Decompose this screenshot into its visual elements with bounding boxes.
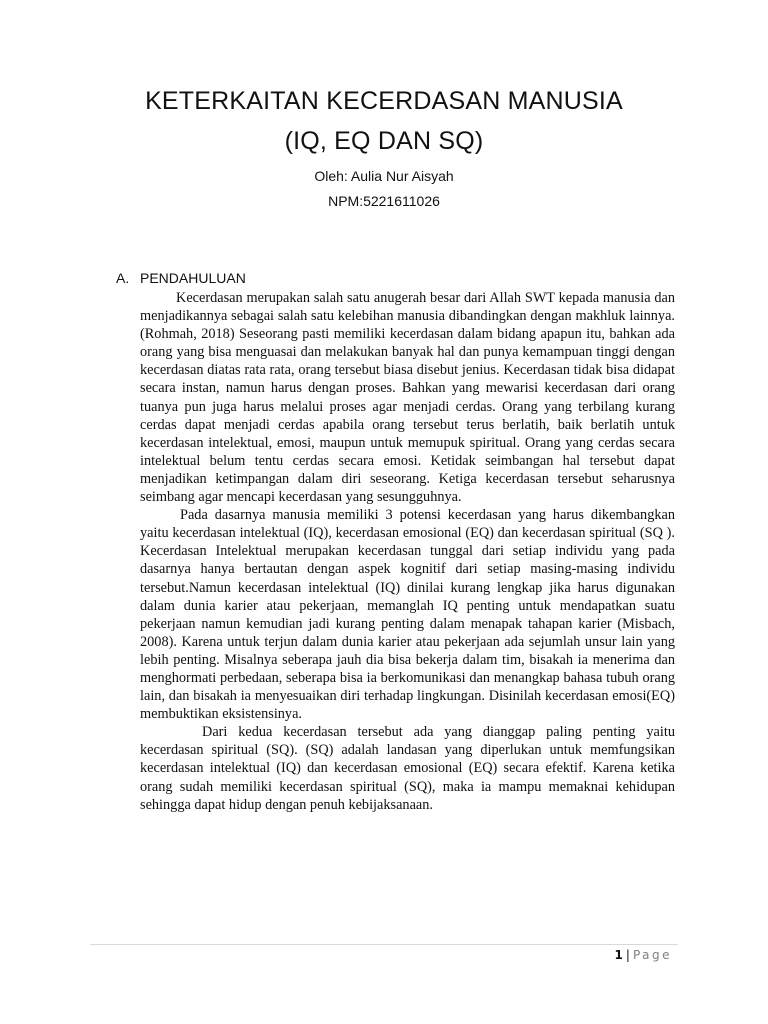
paragraph-2: Pada dasarnya manusia memiliki 3 potensi kecerdasan yang harus dikembangkan yaitu kecerdasan intelektual (IQ), kecerdasan emosional (EQ) dan kecerdasan spiritual (SQ ). Kecerdasan Intelektual merupakan kecerdasan tunggal dari setiap individu yang pada dasarnya hanya bertautan dengan aspek kognitif dari setiap masing-masing individu tersebut.Namun kecerdasan intelektual (IQ) dinilai kurang lengkap jika harus digunakan dalam dunia karier atau pekerjaan, memanglah IQ penting untuk mendapatkan suatu pekerjaan namun kemudian jadi kurang penting dalam menapak tahapan karier (Misbach, 2008). Karena untuk terjun dalam dunia karier atau pekerjaan ada sejumlah unsur lain yang lebih penting. Misalnya seberapa jauh dia bisa bekerja dalam tim, bisakah ia menerima dan menghormati perbedaan, seberapa bisa ia berkomunikasi dan menangkap bahasa tubuh orang lain, dan bisakah ia menyesuaikan diri terhadap lingkungan. Disinilah kecerdasan emosi(EQ) membuktikan eksistensinya.	[140, 507, 675, 723]
footer-divider	[90, 944, 678, 945]
page-label: Page	[632, 948, 672, 962]
page-separator: |	[625, 948, 630, 962]
npm-line: NPM:5221611026	[328, 193, 440, 209]
paragraph-3: Dari kedua kecerdasan tersebut ada yang dianggap paling penting yaitu kecerdasan spiritual (SQ). (SQ) adalah landasan yang diperlukan untuk memfungsikan kecerdasan intelektual (IQ) dan kecerdasan emosional (EQ) secara efektif. Karena ketika orang sudah memiliki kecerdasan spiritual (SQ), maka ia mampu memaknai kehidupan sehingga dapat hidup dengan penuh kebijaksanaan.	[140, 724, 675, 813]
section-marker: A.	[116, 270, 130, 286]
author-line: Oleh: Aulia Nur Aisyah	[314, 168, 454, 184]
document-title-line-1: KETERKAITAN KECERDASAN MANUSIA	[145, 87, 623, 115]
page-footer	[615, 948, 672, 962]
section-heading-text: PENDAHULUAN	[140, 270, 246, 286]
document-title-line-2: (IQ, EQ DAN SQ)	[284, 127, 484, 155]
section-body	[140, 289, 675, 814]
page-number: 1	[614, 948, 623, 962]
section-heading	[116, 270, 246, 286]
paragraph-1: Kecerdasan merupakan salah satu anugerah besar dari Allah SWT kepada manusia dan menjadikannya sebagai salah satu kelebihan manusia dibandingkan dengan makhluk lainnya. (Rohmah, 2018) Seseorang pasti memiliki kecerdasan dalam bidang apapun itu, bahkan ada orang yang bisa menguasai dan melakukan banyak hal dan punya kemampuan tinggi dengan kecerdasan diatas rata rata, orang tersebut biasa disebut jenius. Kecerdasan tidak bisa didapat secara instan, namun harus dengan proses. Bahkan yang mewarisi kecerdasan dari orang tuanya pun juga harus melalui proses agar menjadi cerdas. Orang yang terbilang kurang cerdas dapat menjadi cerdas apabila orang tersebut terus berlatih, baik berlatih untuk kecerdasan intelektual, emosi, maupun untuk memupuk spiritual. Orang yang cerdas secara intelektual belum tentu cerdas secara emosi. Ketidak seimbangan hal tersebut dapat menjadikan ketimpangan dalam diri seseorang. Ketiga kecerdasan tersebut seharusnya seimbang agar mencapi kecerdasan yang sesungguhnya.	[140, 290, 675, 506]
